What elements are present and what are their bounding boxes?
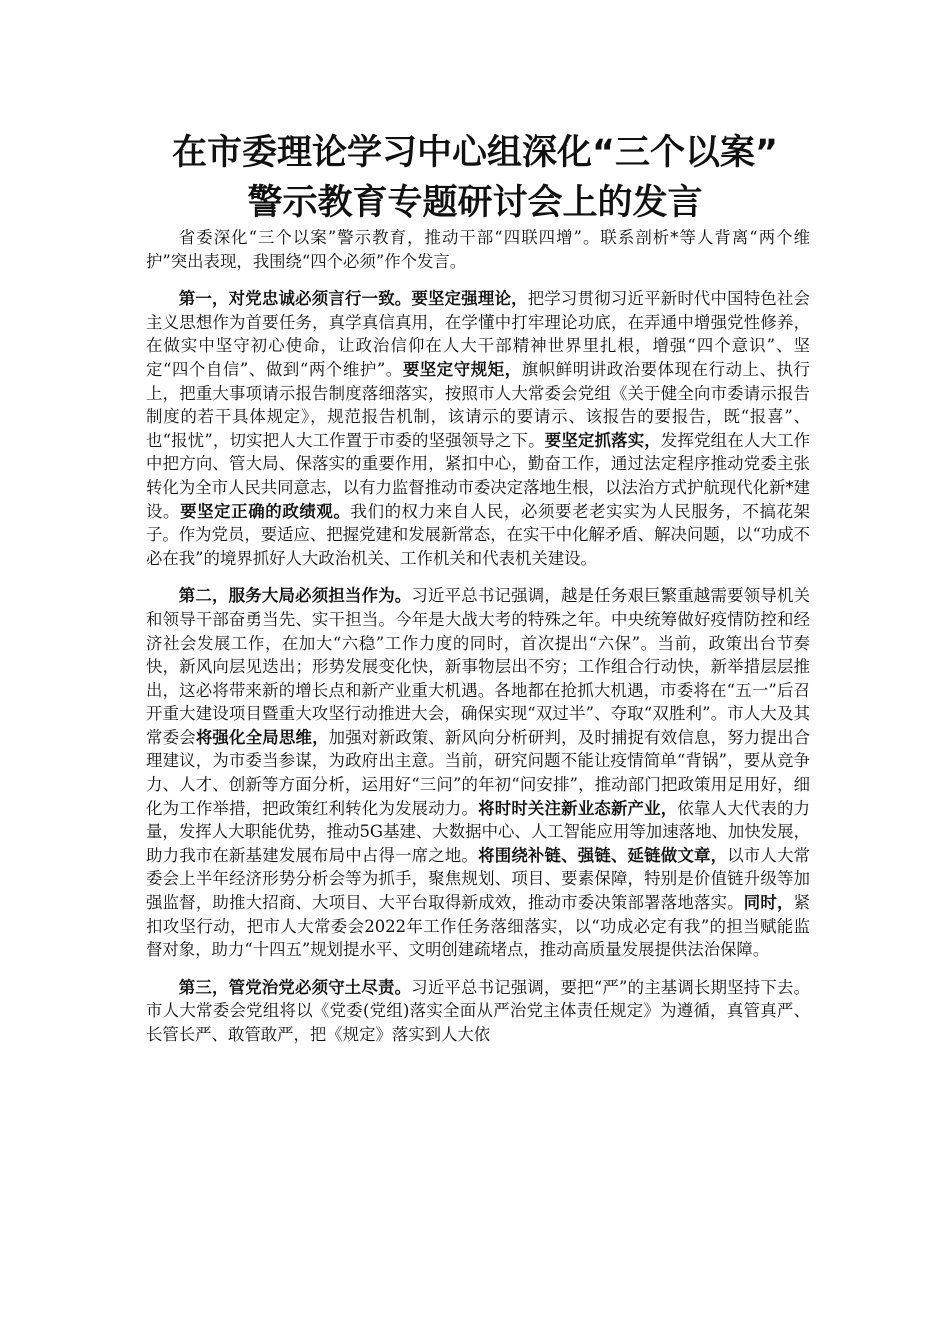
- section-1-paragraph: [146, 287, 810, 570]
- section-2-lead-1: 将强化全局思维，: [195, 727, 329, 747]
- section-1-point-2-lead: 要坚定守规矩，: [402, 359, 522, 379]
- section-1-point-3-lead: 要坚定抓落实，: [544, 430, 661, 450]
- section-2-paragraph: [146, 584, 810, 962]
- section-2-lead-3: 将围绕补链、强链、延链做文章，: [478, 845, 728, 865]
- title-line-2: 警示教育专题研讨会上的发言: [247, 183, 703, 223]
- section-1-point-4-text: 我们的权力来自人民，必须要老老实实为人民服务，不搞花架子。作为党员，要适应、把握党建和发展新常态，在实干中化解矛盾、解决问题，以“功成不必在我”的境界抓好人大政治机关、工作机关和代表机关建设。: [146, 501, 811, 568]
- title-line-1: 在市委理论学习中心组深化“三个以案”: [171, 133, 778, 173]
- section-1-heading: 第一，对党忠诚必须言行一致。: [178, 289, 412, 309]
- section-2-text-2: 加强对新政策、新风向分析研判，及时捕捉有效信息，努力提出合理建议，为市委当参谋，为政府出主意。当前，研究问题不能让疫情简单“背锅”，要从竞争力、人才、创新等方面分析，运用好“三问”的年初“问安排”，推动部门把政策用足用好，细化为工作举措，把政策红利转化为发展动力。: [146, 727, 811, 818]
- section-2-lead-2: 将时时关注新业态新产业，: [478, 798, 678, 818]
- section-2-lead-4: 同时，: [743, 893, 794, 913]
- section-1-point-1-lead: 要坚定强理论，: [411, 289, 528, 309]
- section-3-text-1: 习近平总书记强调，要把“严”的主基调长期坚持下去。市人大常委会党组将以《党委(党组)落实全面从严治党主体责任规定》为遵循，真管真严、长管长严、敢管敢严，把《规定》落实到人大依: [146, 977, 811, 1044]
- section-1-point-1-text: 把学习贯彻习近平新时代中国特色社会主义思想作为首要任务，真学真信真用，在学懂中打牢理论功底，在弄通中增强党性修养，在做实中坚守初心使命，让政治信仰在人大干部精神世界里扎根，增强“四个意识”、坚定“四个自信”、做到“两个维护”。: [146, 289, 811, 379]
- section-2-text-3: 依靠人大代表的力量，发挥人大职能优势，推动5G基建、大数据中心、人工智能应用等加速落地、加快发展，助力我市在新基建发展布局中占得一席之地。: [146, 798, 811, 865]
- section-3-paragraph: [146, 976, 810, 1047]
- section-2-heading: 第二，服务大局必须担当作为。: [178, 586, 412, 606]
- document-title: [0, 128, 950, 228]
- section-2-text-4: 以市人大常委会上半年经济形势分析会等为抓手，聚焦规划、项目、要素保障，特别是价值链升级等加强监督，助推大招商、大项目、大平台取得新成效，推动市委决策部署落地落实。: [146, 845, 811, 913]
- intro-paragraph: 省委深化“三个以案”警示教育，推动干部“四联四增”。联系剖析*等人背离“两个维护”突出表现，我围绕“四个必须”作个发言。: [146, 228, 810, 271]
- section-1-point-3-text: 发挥党组在人大工作中把方向、管大局、保落实的重要作用，紧扣中心，勤奋工作，通过法定程序推动党委主张转化为全市人民共同意志，以有力监督推动市委决定落地生根，以法治方式护航现代化新*建设。: [146, 430, 811, 521]
- document-body: [146, 226, 810, 1047]
- section-3-heading: 第三，管党治党必须守土尽责。: [178, 977, 412, 997]
- section-2-text-5: 紧扣攻坚行动，把市人大常委会2022年工作任务落细落实，以“功成必定有我”的担当赋能监督对象，助力“十四五”规划提水平、文明创建疏堵点，推动高质量发展提供法治保障。: [146, 893, 811, 960]
- section-2-text-1: 习近平总书记强调，越是任务艰巨繁重越需要领导机关和领导干部奋勇当先、实干担当。今年是大战大考的特殊之年。中央统筹做好疫情防控和经济社会发展工作，在加大“六稳”工作力度的同时，首次提出“六保”。当前，政策出台节奏快，新风向层见迭出；形势发展变化快，新事物层出不穷；工作组合行动快，新举措层层推出，这必将带来新的增长点和新产业重大机遇。各地都在抢抓大机遇，市委将在“五一”后召开重大建设项目暨重大攻坚行动推进大会，确保实现“双过半”、夺取“双胜利”。市人大及其常委会: [146, 586, 811, 747]
- section-1-point-4-lead: 要坚定正确的政绩观。: [180, 501, 351, 521]
- section-1-point-2-text: 旗帜鲜明讲政治要体现在行动上、执行上，把重大事项请示报告制度落细落实，按照市人大常委会党组《关于健全向市委请示报告制度的若干具体规定》，规范报告机制，该请示的要请示、该报告的要报告，既“报喜”、也“报忧”，切实把人大工作置于市委的坚强领导之下。: [146, 359, 810, 450]
